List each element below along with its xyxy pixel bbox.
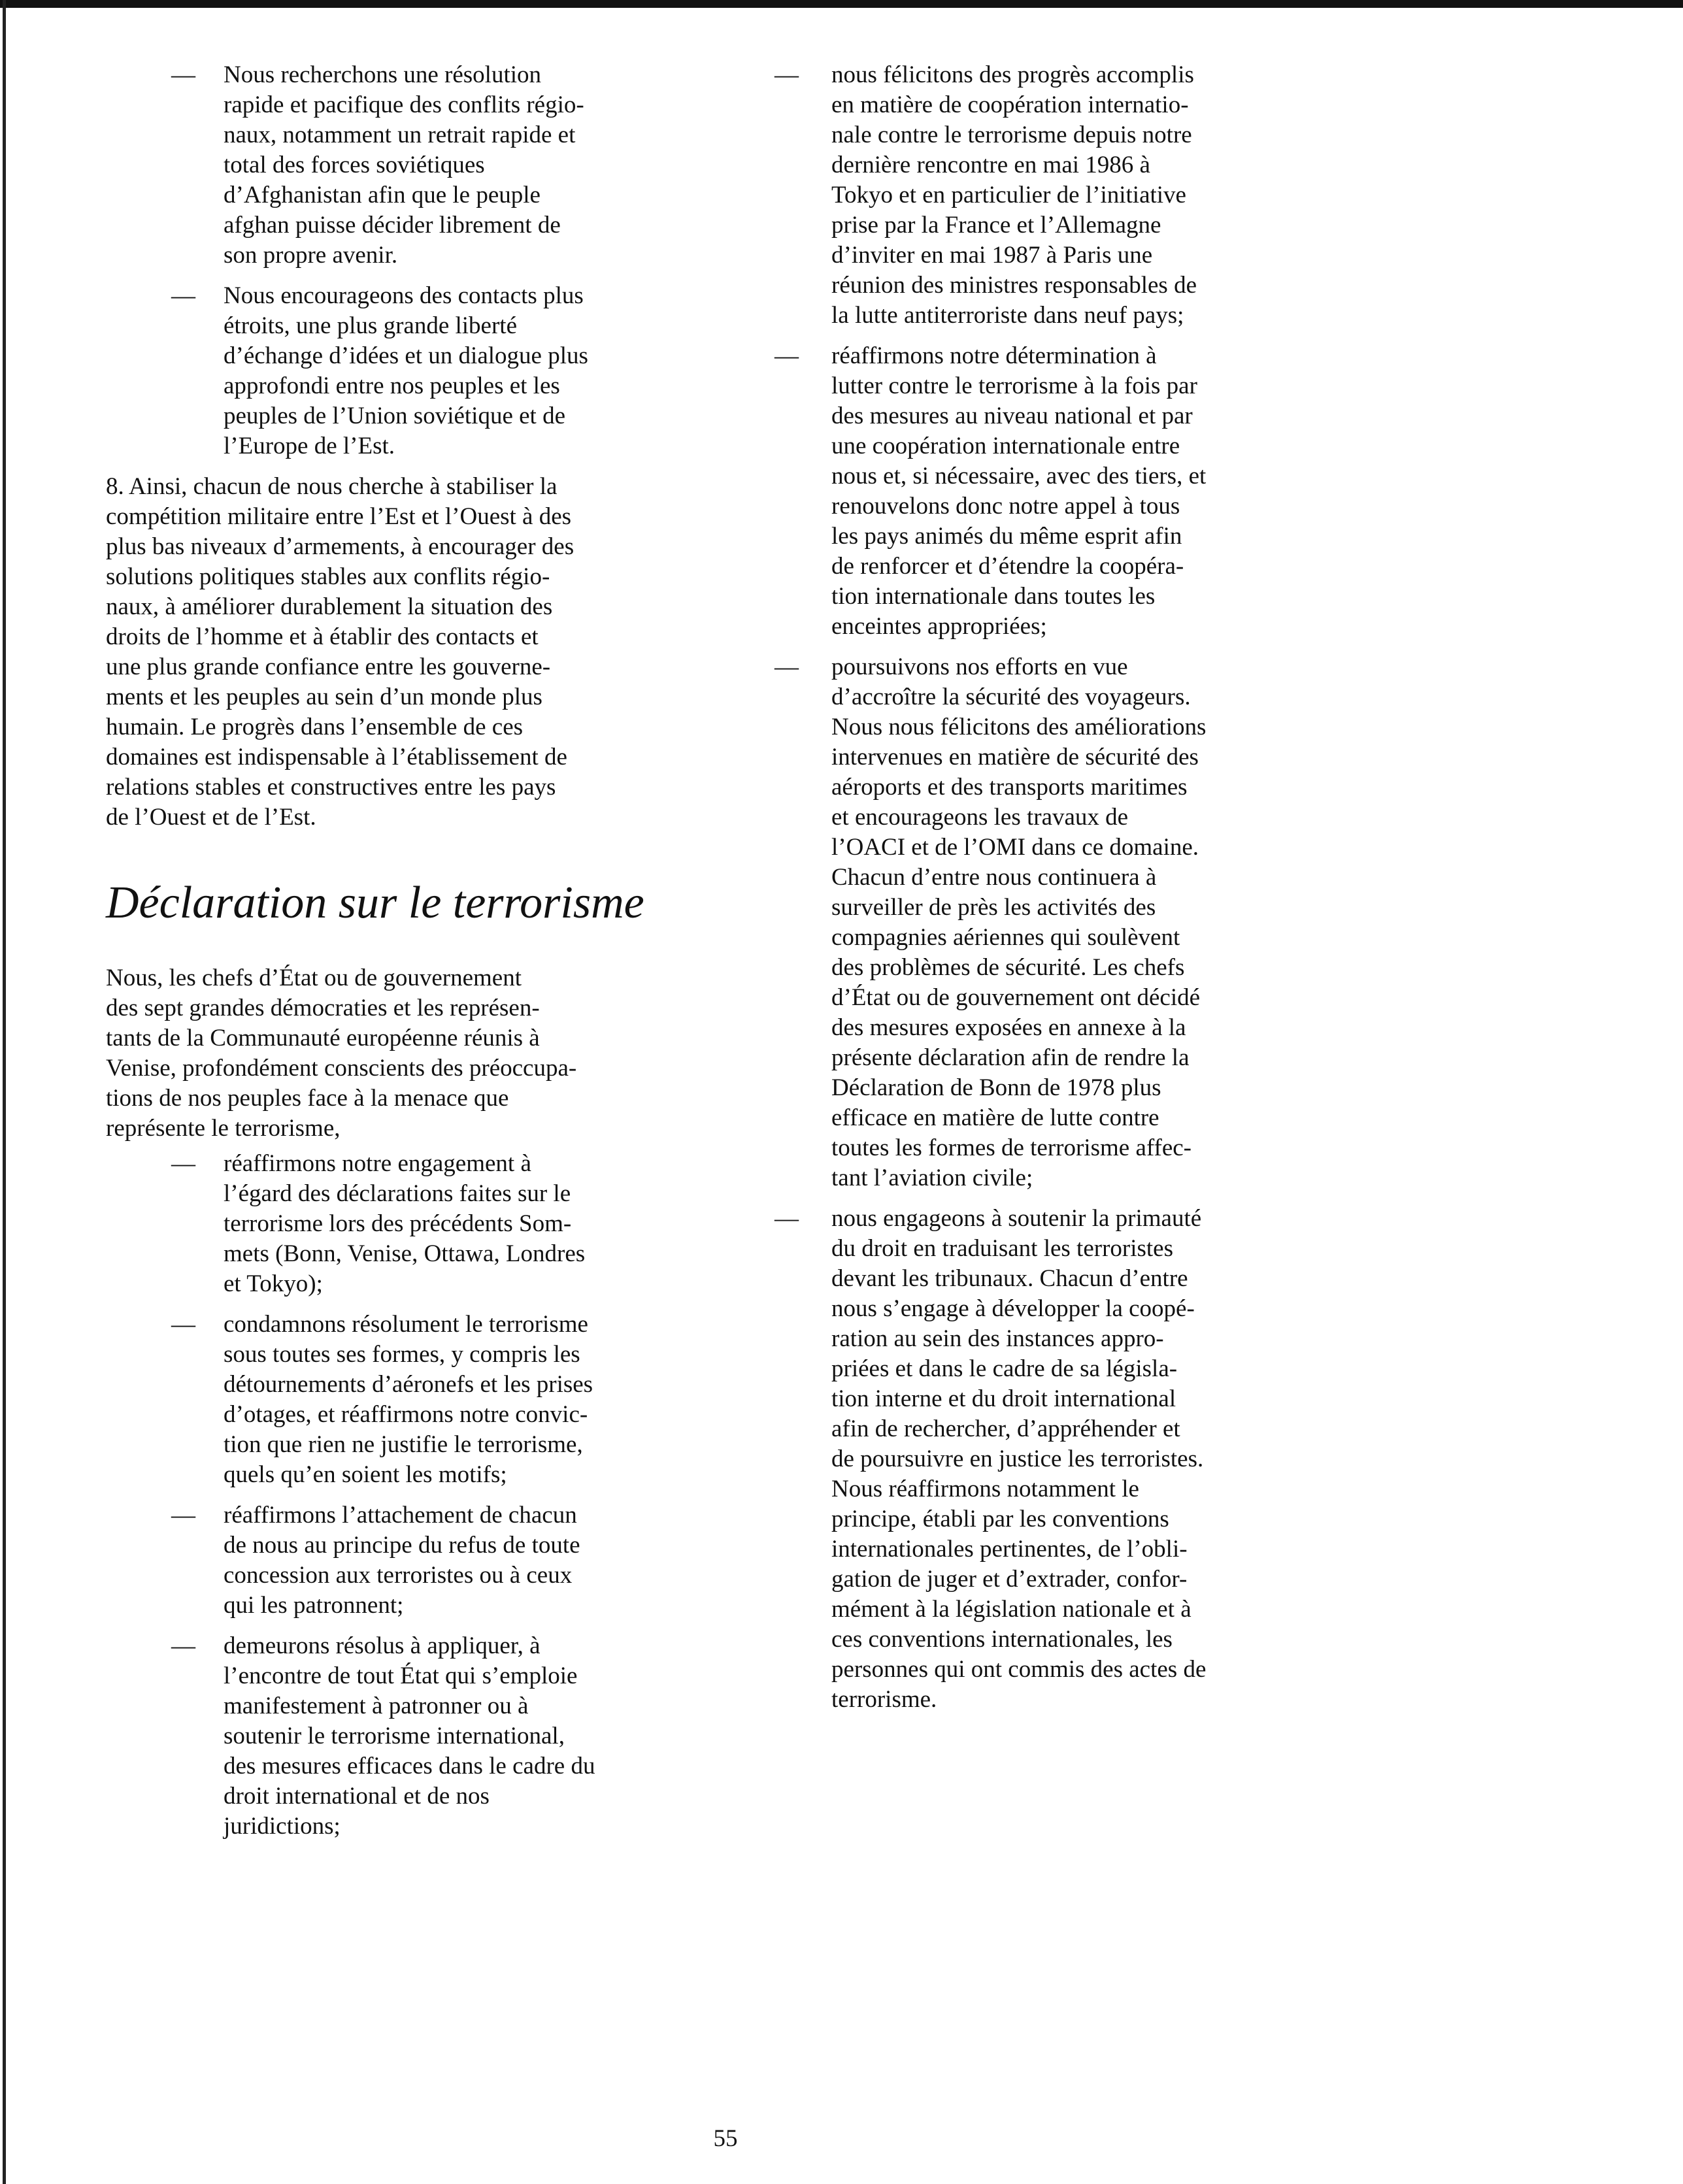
list-item-determination — [775, 341, 1291, 642]
dash-marker: — — [775, 654, 799, 680]
list-item-text: demeurons résolus à appliquer, à l’encontre de tout État qui s’emploie manifestement à patronner ou à soutenir le terrorisme international, des mesures efficaces dans le cadre du droit international et de nos juridictions; — [224, 1632, 595, 1840]
dash-marker: — — [171, 1311, 195, 1338]
top-scan-border — [0, 0, 1683, 8]
list-item-measures — [106, 1631, 668, 1842]
list-item-no-concession — [106, 1500, 668, 1621]
dash-marker: — — [171, 61, 195, 88]
list-item-text: réaffirmons l’attachement de chacun de nous au principe du refus de toute concession aux terroristes ou à ceux qui les patronnent; — [224, 1502, 580, 1619]
list-item-travel-security — [775, 652, 1291, 1193]
list-item-progress — [775, 60, 1291, 331]
declaration-intro: Nous, les chefs d’État ou de gouvernement des sept grandes démocraties et les représen- tants de la Communauté européenne réunis à Venise, profondément conscients des préoccupa- tions de nos peuples face à la menace que représente le terrorisme, — [106, 965, 577, 1142]
list-item-contacts — [106, 281, 668, 461]
list-item-text: réaffirmons notre détermination à lutter contre le terrorisme à la fois par des mesures au niveau national et par une coopération internationale entre nous et, si nécessaire, avec des tiers, et renouvelons donc notre appel à tous les pays animés du même esprit afin de renforcer et d’étendre la coopéra- tion internationale dans toutes les enceintes appropriées; — [831, 342, 1207, 640]
dash-marker: — — [775, 342, 799, 369]
dash-marker: — — [171, 282, 195, 309]
page-number: 55 — [713, 2125, 738, 2152]
list-item-text: Nous encourageons des contacts plus étroits, une plus grande liberté d’échange d’idées et un dialogue plus approfondi entre nos peuples et les peuples de l’Union soviétique et de l’Europe de l’Est. — [224, 282, 588, 459]
list-item-condemn — [106, 1310, 668, 1490]
list-item-text: réaffirmons notre engagement à l’égard des déclarations faites sur le terrorisme lors des précédents Som- mets (Bonn, Venise, Ottawa, Londres et Tokyo); — [224, 1150, 586, 1297]
list-item-rule-of-law — [775, 1204, 1291, 1715]
list-item-engagement — [106, 1149, 668, 1299]
right-column — [775, 60, 1291, 1725]
dash-marker: — — [775, 61, 799, 88]
dash-marker: — — [775, 1205, 799, 1232]
list-item-text: poursuivons nos efforts en vue d’accroître la sécurité des voyageurs. Nous nous félicitons des améliorations intervenues en matière de sécurité des aéroports et des transports maritimes et encourageons les travaux de l’OACI et de l’OMI dans ce domaine. Chacun d’entre nous continuera à surveiller de près les activités des compagnies aériennes qui soulèvent des problèmes de sécurité. Les chefs d’État ou de gouvernement ont décidé des mesures exposées en annexe à la présente déclaration afin de rendre la Déclaration de Bonn de 1978 plus efficace en matière de lutte contre toutes les formes de terrorisme affec- tant l’aviation civile; — [831, 654, 1207, 1191]
dash-marker: — — [171, 1150, 195, 1177]
section-heading: Déclaration sur le terrorisme — [106, 878, 644, 928]
list-item-text: nous félicitons des progrès accomplis en matière de coopération internatio- nale contre le terrorisme depuis notre dernière rencontre en mai 1986 à Tokyo et en particulier de l’initiative prise par la France et l’Allemagne d’inviter en mai 1987 à Paris une réunion des ministres responsables de la lutte antiterroriste dans neuf pays; — [831, 61, 1197, 329]
list-item-text: condamnons résolument le terrorisme sous toutes ses formes, y compris les détournements d’aéronefs et les prises d’otages, et réaffirmons notre convic- tion que rien ne justifie le terrorisme, quels qu’en soient les motifs; — [224, 1311, 593, 1488]
list-item-text: nous engageons à soutenir la primauté du droit en traduisant les terroristes devant les tribunaux. Chacun d’entre nous s’engage à développer la coopé- ration au sein des instances appro- priées et dans le cadre de sa législa- tion interne et du droit international afin de rechercher, d’appréhender et de poursuivre en justice les terroristes. Nous réaffirmons notamment le principe, établi par les conventions internationales pertinentes, de l’obli- gation de juger et d’extrader, confor- mément à la législation nationale et à ces conventions internationales, les personnes qui ont commis des actes de terrorisme. — [831, 1205, 1207, 1713]
dash-marker: — — [171, 1632, 195, 1659]
list-item-text: Nous recherchons une résolution rapide et pacifique des conflits régio- naux, notamment un retrait rapide et total des forces soviétiques d’Afghanistan afin que le peuple afghan puisse décider librement de son propre avenir. — [224, 61, 584, 269]
left-column — [106, 60, 668, 1852]
dash-marker: — — [171, 1502, 195, 1529]
paragraph-8: 8. Ainsi, chacun de nous cherche à stabiliser la compétition militaire entre l’Est et l’Ouest à des plus bas niveaux d’armements, à encourager des solutions politiques stables aux conflits régio- naux, à améliorer durablement la situation des droits de l’homme et à établir des contacts et une plus grande confiance entre les gouverne- ments et les peuples au sein d’un monde plus humain. Le progrès dans l’ensemble de ces domaines est indispensable à l’établissement de relations stables et constructives entre les pays de l’Ouest et de l’Est. — [106, 473, 575, 831]
list-item-afghanistan — [106, 60, 668, 271]
left-scan-border — [3, 0, 6, 2184]
